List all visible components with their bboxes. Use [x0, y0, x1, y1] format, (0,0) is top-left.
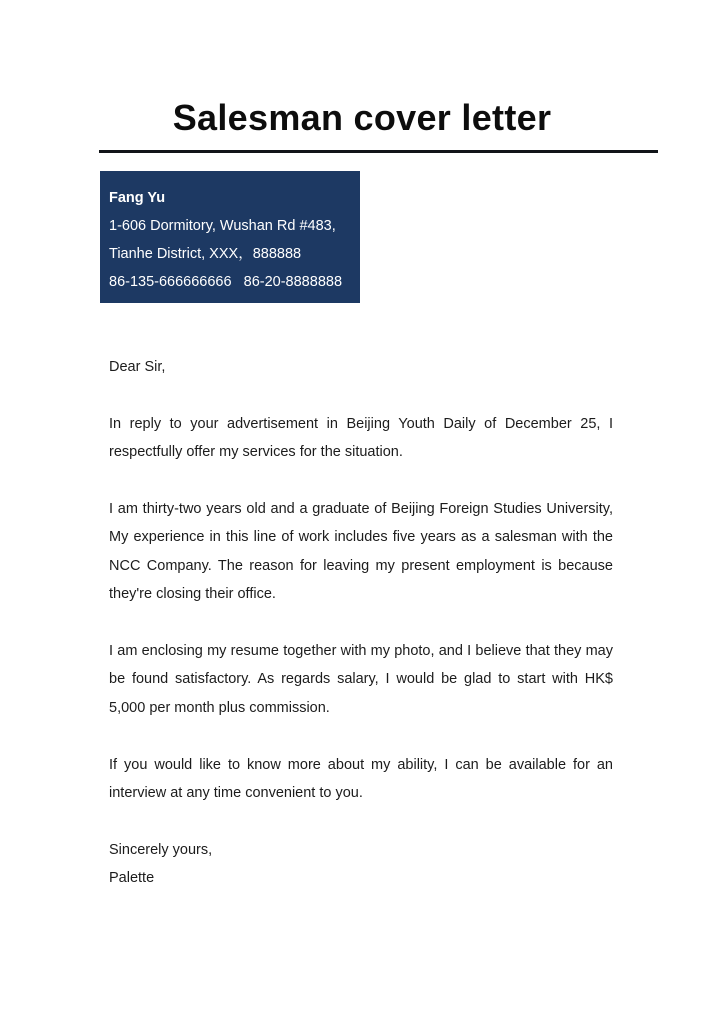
sender-name: Fang Yu: [109, 190, 166, 206]
paragraph-interview-availability: If you would like to know more about my ability, I can be available for an interview at any time convenient to you.: [109, 756, 613, 802]
sender-address-line-2: Tianhe District, XXX，888888: [109, 246, 302, 262]
sender-address-line-1: 1-606 Dormitory, Wushan Rd #483,: [109, 218, 336, 234]
salutation: Dear Sir,: [109, 359, 166, 375]
title-divider: [99, 150, 658, 153]
signature: Palette: [109, 870, 155, 887]
closing: Sincerely yours,: [109, 841, 213, 858]
page-title: Salesman cover letter: [172, 97, 552, 138]
paragraph-resume-salary: I am enclosing my resume together with my photo, and I believe that they may be found satisfactory. As regards salary, I would be glad to start with HK$ 5,000 per month plus commission.: [109, 643, 613, 716]
contact-info-box: [100, 171, 360, 303]
sender-phone-numbers: 86-135-666666666 86-20-8888888: [109, 274, 343, 290]
paragraph-background-experience: I am thirty-two years old and a graduate of Beijing Foreign Studies University, My experience in this line of work includes five years as a salesman with the NCC Company. The reason for leaving my present employment is because they're closing their office.: [109, 501, 613, 603]
paragraph-reply-to-advertisement: In reply to your advertisement in Beijing Youth Daily of December 25, I respectfully offer my services for the situation.: [109, 415, 613, 461]
letter-body: [109, 353, 613, 893]
